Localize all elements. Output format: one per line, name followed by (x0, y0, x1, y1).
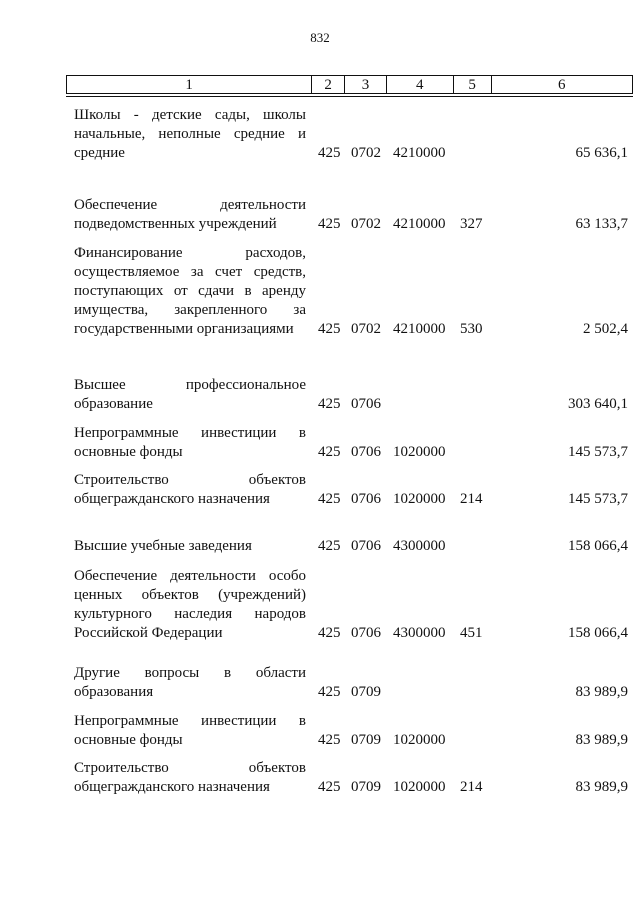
table-row (66, 196, 633, 234)
row-col-3: 0702 (351, 145, 381, 161)
header-col-2: 2 (312, 76, 345, 93)
row-description: Непрограммные инвестиции в основные фонды (74, 425, 306, 460)
row-description: Школы - детские сады, школы начальные, неполные средние и средние (74, 107, 306, 161)
header-col-4: 4 (387, 76, 454, 93)
header-underline (66, 94, 633, 97)
table-header (66, 75, 633, 94)
row-description: Обеспечение деятельности подведомственных учреждений (74, 197, 306, 232)
row-col-5: 214 (460, 779, 483, 795)
row-col-2: 425 (318, 396, 341, 412)
page-number: 832 (310, 30, 330, 45)
row-description: Строительство объектов общегражданского назначения (74, 760, 306, 795)
row-col-4: 4210000 (393, 321, 446, 337)
row-description: Высшие учебные заведения (74, 538, 252, 554)
row-col-4: 4300000 (393, 625, 446, 641)
row-col-2: 425 (318, 684, 341, 700)
row-col-6: 145 573,7 (568, 491, 628, 507)
row-col-4: 1020000 (393, 779, 446, 795)
table-row (66, 424, 633, 462)
table-row (66, 712, 633, 750)
row-col-4: 4300000 (393, 538, 446, 554)
row-col-5: 214 (460, 491, 483, 507)
row-col-6: 83 989,9 (575, 779, 628, 795)
row-col-3: 0706 (351, 396, 381, 412)
row-description: Обеспечение деятельности особо ценных объектов (учреждений) культурного наследия народов Российской Федерации (74, 568, 306, 641)
row-description: Строительство объектов общегражданского назначения (74, 472, 306, 507)
row-col-2: 425 (318, 779, 341, 795)
row-col-3: 0702 (351, 321, 381, 337)
row-col-3: 0706 (351, 444, 381, 460)
row-col-4: 4210000 (393, 145, 446, 161)
row-col-4: 1020000 (393, 491, 446, 507)
row-col-6: 158 066,4 (568, 538, 628, 554)
row-description: Высшее профессиональное образование (74, 377, 306, 412)
header-col-5: 5 (454, 76, 492, 93)
row-col-5: 451 (460, 625, 483, 641)
row-col-2: 425 (318, 444, 341, 460)
row-col-6: 83 989,9 (575, 684, 628, 700)
row-col-2: 425 (318, 625, 341, 641)
table-row (66, 376, 633, 414)
row-col-4: 1020000 (393, 444, 446, 460)
table-row (66, 537, 633, 556)
row-col-2: 425 (318, 321, 341, 337)
row-description: Финансирование расходов, осуществляемое за счет средств, поступающих от сдачи в аренду имущества, закрепленного за государственными организациями (74, 245, 306, 337)
row-col-5: 327 (460, 216, 483, 232)
row-description: Другие вопросы в области образования (74, 665, 306, 700)
row-col-3: 0702 (351, 216, 381, 232)
table-row (66, 471, 633, 509)
row-col-6: 2 502,4 (583, 321, 628, 337)
row-col-3: 0706 (351, 538, 381, 554)
budget-table (66, 75, 633, 795)
row-col-3: 0706 (351, 625, 381, 641)
row-col-3: 0709 (351, 732, 381, 748)
row-col-3: 0709 (351, 684, 381, 700)
row-col-4: 1020000 (393, 732, 446, 748)
row-col-4: 4210000 (393, 216, 446, 232)
row-col-2: 425 (318, 491, 341, 507)
row-col-6: 158 066,4 (568, 625, 628, 641)
table-row (66, 759, 633, 797)
table-row (66, 664, 633, 702)
row-col-2: 425 (318, 732, 341, 748)
row-col-6: 83 989,9 (575, 732, 628, 748)
row-col-3: 0709 (351, 779, 381, 795)
row-description: Непрограммные инвестиции в основные фонды (74, 713, 306, 748)
row-col-3: 0706 (351, 491, 381, 507)
header-col-1: 1 (67, 76, 312, 93)
row-col-5: 530 (460, 321, 483, 337)
header-col-6: 6 (558, 77, 566, 93)
row-col-6: 145 573,7 (568, 444, 628, 460)
table-row (66, 244, 633, 339)
row-col-2: 425 (318, 216, 341, 232)
row-col-2: 425 (318, 145, 341, 161)
row-col-6: 63 133,7 (575, 216, 628, 232)
row-col-6: 65 636,1 (575, 145, 628, 161)
row-col-6: 303 640,1 (568, 396, 628, 412)
table-row (66, 106, 633, 163)
table-row (66, 567, 633, 643)
row-col-2: 425 (318, 538, 341, 554)
header-col-3: 3 (345, 76, 387, 93)
